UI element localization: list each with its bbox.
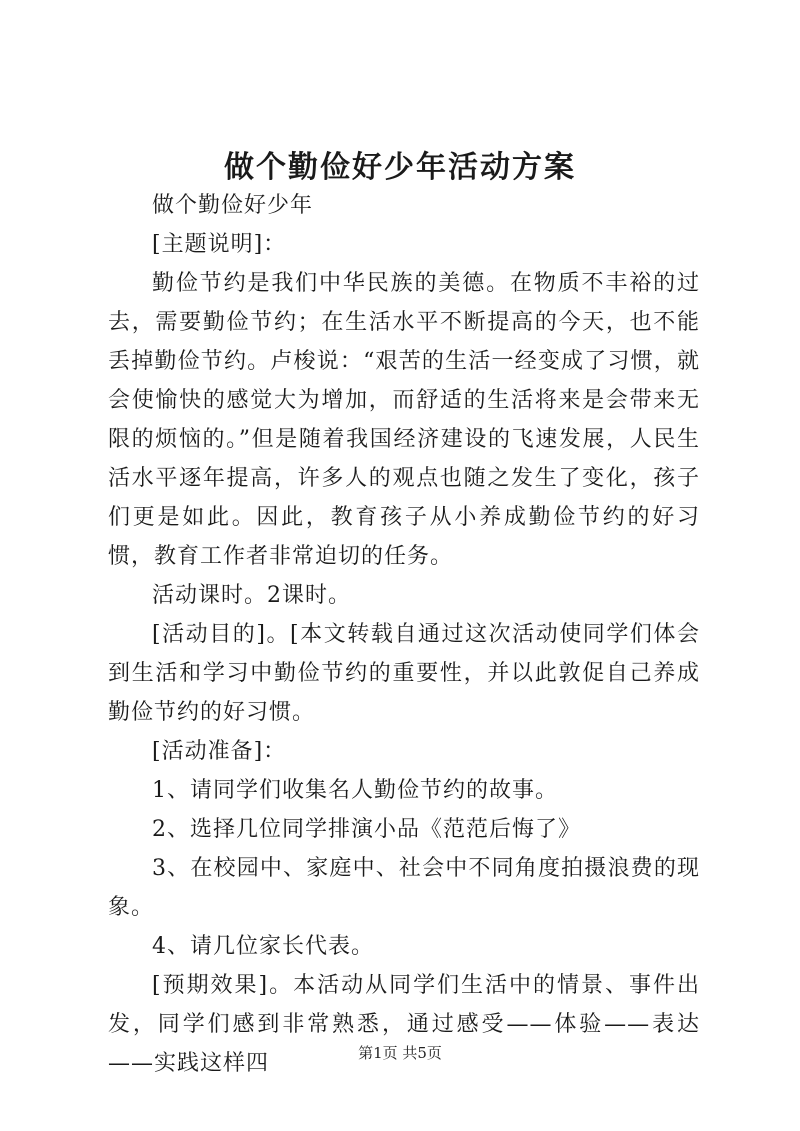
paragraph-subtitle: 做个勤俭好少年: [152, 193, 314, 218]
list-item-prep-3: 3、在校园中、家庭中、社会中不同角度拍摄浪费的现象。: [108, 856, 700, 920]
paragraph-preparation-heading: [活动准备]：: [152, 739, 287, 764]
page-footer: [0, 1042, 800, 1063]
list-item-prep-1: 1、请同学们收集名人勤俭节约的故事。: [152, 778, 558, 803]
page-number-label: 第1页 共5页: [358, 1044, 442, 1062]
paragraph-theme-heading: [主题说明]：: [152, 232, 287, 257]
paragraph-theme-body: 勤俭节约是我们中华民族的美德。在物质不丰裕的过去，需要勤俭节约；在生活水平不断提高的今天，也不能丢掉勤俭节约。卢梭说：“艰苦的生活一经变成了习惯，就会使愉快的感觉大为增加，而舒适的生活将来是会带来无限的烦恼的。”但是随着我国经济建设的飞速发展，人民生活水平逐年提高，许多人的观点也随之发生了变化，孩子们更是如此。因此，教育孩子从小养成勤俭节约的好习惯，教育工作者非常迫切的任务。: [108, 271, 700, 569]
document-body: [108, 186, 700, 1083]
paragraph-purpose: [活动目的]。[本文转载自通过这次活动使同学们体会到生活和学习中勤俭节约的重要性，并以此敦促自己养成勤俭节约的好习惯。: [108, 622, 700, 725]
list-item-prep-4: 4、请几位家长代表。: [152, 934, 374, 959]
list-item-prep-2: 2、选择几位同学排演小品《范范后悔了》: [152, 817, 581, 842]
paragraph-expected-effect: [预期效果]。本活动从同学们生活中的情景、事件出发，同学们感到非常熟悉，通过感受——体验——表达——实践这样四: [108, 973, 700, 1076]
document-title: 做个勤俭好少年活动方案: [224, 150, 576, 185]
paragraph-class-hours: 活动课时。2课时。: [152, 583, 351, 608]
